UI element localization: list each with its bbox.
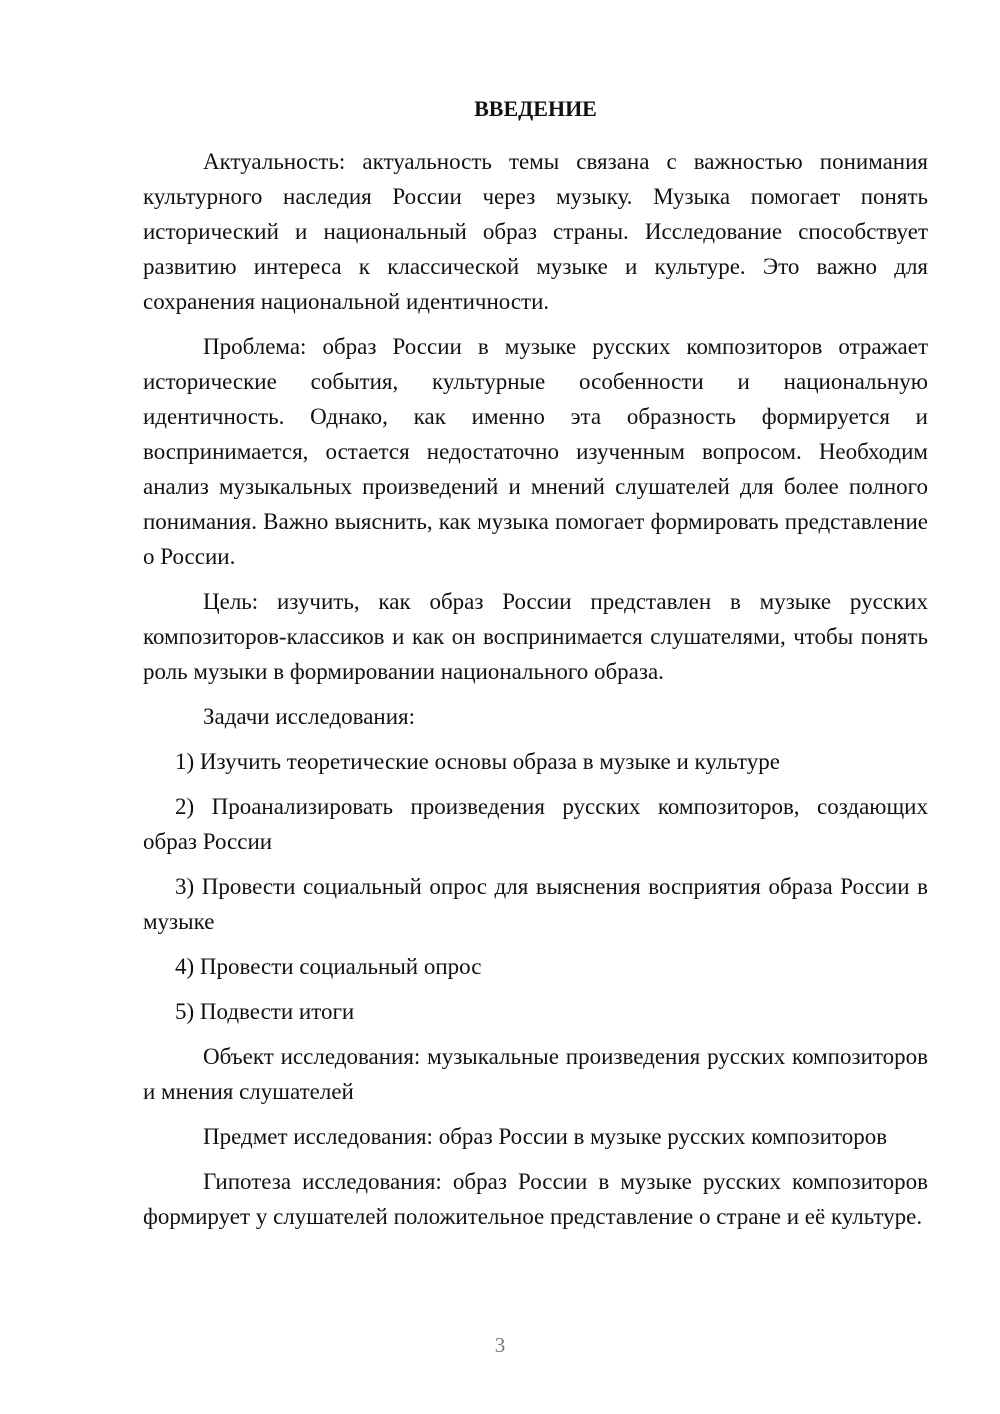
document-page <box>143 93 928 1244</box>
goal-paragraph: Цель: изучить, как образ России представлен в музыке русских композиторов-классиков и как он воспринимается слушателями, чтобы понять роль музыки в формировании национального образа. <box>143 589 928 684</box>
object-paragraph: Объект исследования: музыкальные произведения русских композиторов и мнения слушателей <box>143 1044 928 1104</box>
hypothesis-paragraph: Гипотеза исследования: образ России в музыке русских композиторов формирует у слушателей положительное представление о стране и её культуре. <box>143 1169 928 1229</box>
task-item: 4) Провести социальный опрос <box>175 954 482 979</box>
task-item: 5) Подвести итоги <box>175 999 355 1024</box>
task-item: 1) Изучить теоретические основы образа в музыке и культуре <box>175 749 780 774</box>
page-number: 3 <box>494 1333 506 1357</box>
task-item: 2) Проанализировать произведения русских композиторов, создающих образ России <box>143 794 928 854</box>
problem-paragraph: Проблема: образ России в музыке русских композиторов отражает исторические события, культурные особенности и национальную идентичность. Однако, как именно эта образность формируется и воспринимается, остается недостаточно изученным вопросом. Необходим анализ музыкальных произведений и мнений слушателей для более полного понимания. Важно выяснить, как музыка помогает формировать представление о России. <box>143 334 928 569</box>
task-item: 3) Провести социальный опрос для выяснения восприятия образа России в музыке <box>143 874 928 934</box>
tasks-heading: Задачи исследования: <box>203 704 416 729</box>
subject-paragraph: Предмет исследования: образ России в музыке русских композиторов <box>203 1124 888 1149</box>
relevance-paragraph: Актуальность: актуальность темы связана с важностью понимания культурного наследия России через музыку. Музыка помогает понять исторический и национальный образ страны. Исследование способствует развитию интереса к классической музыке и культуре. Это важно для сохранения национальной идентичности. <box>143 149 928 314</box>
section-title: ВВЕДЕНИЕ <box>474 96 597 121</box>
